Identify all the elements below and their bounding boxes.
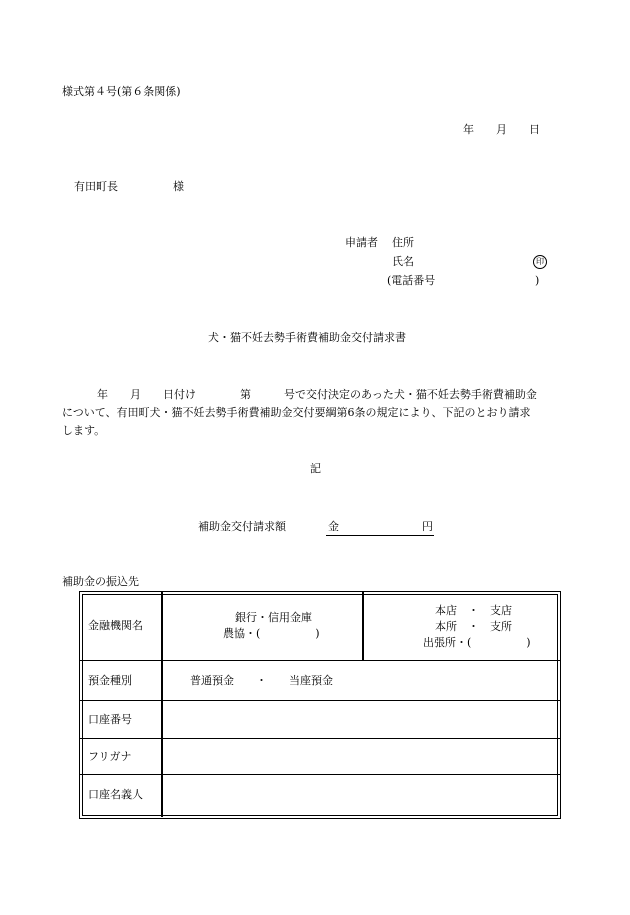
- deposit-options: 普通預金 ・ 当座預金: [190, 674, 333, 687]
- body-line-3: します。: [62, 424, 106, 437]
- name-label: 氏名: [392, 255, 414, 268]
- amount-underline: [326, 535, 434, 536]
- bank-label: 金融機関名: [88, 619, 143, 632]
- holder-row: [80, 774, 560, 817]
- table-divider: [362, 592, 364, 660]
- bank-row: [80, 592, 560, 660]
- branch-line-1: 本店 ・ 支店: [435, 604, 512, 617]
- phone-close: ): [535, 274, 540, 287]
- branch-line-2: 本所 ・ 支所: [435, 620, 512, 633]
- document-title: 犬・猫不妊去勢手術費補助金交付請求書: [208, 331, 406, 344]
- amount-unit: 円: [422, 520, 433, 533]
- amount-label: 補助金交付請求額: [198, 520, 286, 533]
- table-divider: [161, 739, 163, 775]
- transfer-heading: 補助金の振込先: [62, 575, 139, 588]
- body-line-2: について、有田町犬・猫不妊去勢手術費補助金交付要綱第6条の規定により、下記のとおり請求: [62, 406, 531, 419]
- applicant-label: 申請者: [345, 236, 378, 249]
- phone-label: (電話番号: [387, 274, 436, 287]
- table-divider: [161, 592, 163, 660]
- form-number: 様式第４号(第６条関係): [62, 85, 181, 98]
- ki-mark: 記: [310, 462, 321, 475]
- seal-mark: [533, 254, 547, 269]
- deposit-row: [80, 660, 560, 701]
- table-divider: [161, 701, 163, 739]
- seal-icon: 印: [533, 255, 547, 269]
- branch-line-3: 出張所・( ): [423, 636, 531, 649]
- bank-types-line-2: 農協・( ): [223, 627, 320, 640]
- account-label: 口座番号: [88, 713, 132, 726]
- table-divider: [161, 775, 163, 817]
- furigana-label: フリガナ: [88, 750, 132, 763]
- address-label: 住所: [392, 236, 414, 249]
- addressee: 有田町長 様: [74, 180, 184, 193]
- deposit-label: 預金種別: [88, 674, 132, 687]
- body-line-1: 年 月 日付け 第 号で交付決定のあった犬・猫不妊去勢手術費補助金: [97, 388, 537, 401]
- transfer-table: [79, 591, 561, 819]
- date-line: 年 月 日: [463, 123, 540, 136]
- table-divider: [161, 661, 163, 701]
- account-row: [80, 700, 560, 739]
- amount-prefix: 金: [328, 520, 339, 533]
- bank-types-line-1: 銀行・信用金庫: [235, 611, 312, 624]
- furigana-row: [80, 738, 560, 775]
- holder-label: 口座名義人: [88, 788, 143, 801]
